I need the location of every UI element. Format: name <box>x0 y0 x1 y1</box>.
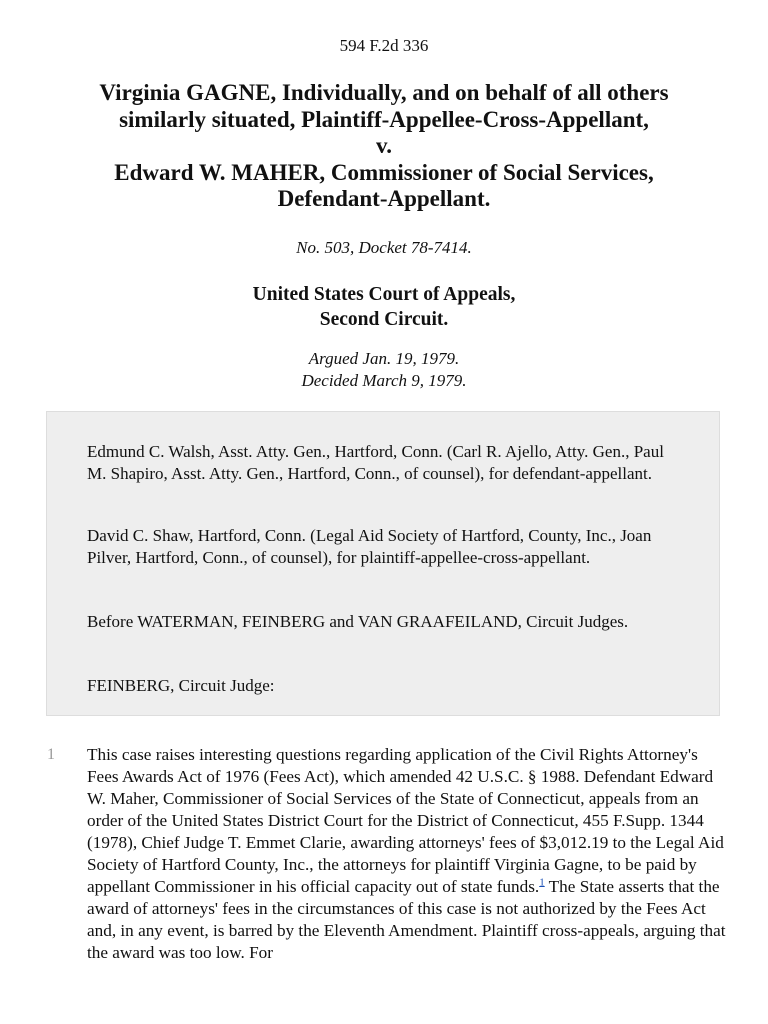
judicial-panel: Before WATERMAN, FEINBERG and VAN GRAAFEILAND, Circuit Judges. <box>87 612 629 631</box>
opinion-author: FEINBERG, Circuit Judge: <box>87 676 275 695</box>
court-name-line: United States Court of Appeals, <box>252 284 516 305</box>
paragraph-text: This case raises interesting questions regarding application of the Civil Rights Attorney's Fees Awards Act of 1976 (Fees Act), which amended 42 U.S.C. § 1988. Defendant Edward W. Maher, Commissioner of Social Services of the State of Connecticut, appeals from an order of the United States District Court for the District of Connecticut, 455 F.Supp. 1344 (1978), Chief Judge T. Emmet Clarie, awarding attorneys' fees of $3,012.19 to the Legal Aid Society of Hartford County, Inc., the attorneys for plaintiff Virginia Gagne, to be paid by appellant Commissioner in his official capacity out of state funds. <box>87 745 724 896</box>
counsel-box <box>46 411 720 716</box>
docket-number: No. 503, Docket 78-7414. <box>296 238 472 257</box>
case-dates <box>0 348 768 392</box>
case-title-line: Defendant-Appellant. <box>277 186 491 211</box>
case-title-line: similarly situated, Plaintiff-Appellee-Cross-Appellant, <box>119 106 649 132</box>
case-title-versus: v. <box>376 133 392 158</box>
plaintiff-counsel: David C. Shaw, Hartford, Conn. (Legal Aid Society of Hartford, County, Inc., Joan Pilver, Hartford, Conn., of counsel), for plaintiff-appellee-cross-appellant. <box>87 526 652 567</box>
argued-date: Argued Jan. 19, 1979. <box>308 349 460 368</box>
case-title-line: Edward W. MAHER, Commissioner of Social Services, <box>114 159 654 185</box>
court-circuit-line: Second Circuit. <box>319 309 449 330</box>
paragraph-number: 1 <box>47 746 55 763</box>
court-name <box>0 282 768 332</box>
paragraph-text: The State asserts that the award of attorneys' fees in the circumstances of this case is not authorized by the Fees Act and, in any event, is barred by the Eleventh Amendment. Plaintiff cross-appeals, arguing that the award was too low. For <box>87 877 726 962</box>
case-title-line: Virginia GAGNE, Individually, and on behalf of all others <box>99 80 669 105</box>
footnote-link[interactable]: 1 <box>539 876 545 889</box>
decided-date: Decided March 9, 1979. <box>301 371 467 390</box>
defendant-counsel: Edmund C. Walsh, Asst. Atty. Gen., Hartford, Conn. (Carl R. Ajello, Atty. Gen., Paul M. Shapiro, Asst. Atty. Gen., Hartford, Conn., of counsel), for defendant-appellant. <box>87 442 664 483</box>
case-citation: 594 F.2d 336 <box>339 36 429 55</box>
opinion-paragraph <box>87 744 727 964</box>
case-title <box>40 80 728 213</box>
